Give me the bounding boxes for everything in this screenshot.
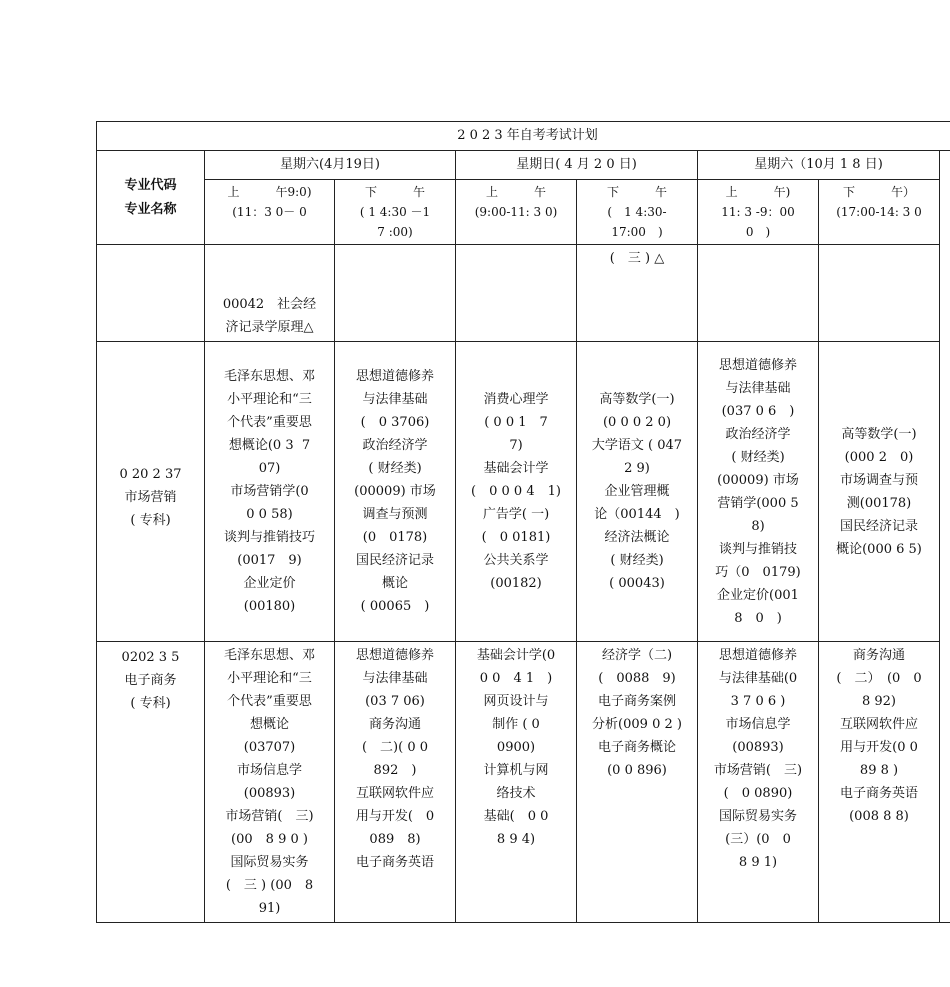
- cell-line: 经济法概论: [604, 530, 670, 545]
- cell-line: 国际贸易实务: [230, 855, 309, 870]
- cell-line: 想概论: [249, 717, 289, 732]
- slot-header: [698, 180, 819, 245]
- cell-line: 用与开发(0 0: [840, 740, 918, 755]
- cell-line: (0 0 0 2 0): [602, 415, 672, 430]
- cell-line: 概论(000 6 5): [836, 541, 922, 557]
- slot-header: [205, 180, 335, 245]
- cell-line: 公共关系学: [483, 553, 549, 568]
- cell-line: 用与开发( 0: [355, 809, 435, 824]
- cell-line: 电子商务案例: [597, 694, 676, 709]
- cell-line: 3 7 0 6 ): [730, 694, 786, 709]
- course-cell: [698, 245, 819, 342]
- cell-line: 谈判与推销技: [718, 541, 797, 557]
- cell-line: 市场信息学: [236, 763, 302, 778]
- cell-line: 11: 3 -9：00: [721, 205, 795, 219]
- table-row: [97, 642, 950, 923]
- cell-line: 下 午: [364, 185, 425, 199]
- cell-line: [209, 270, 330, 293]
- cell-line: 与法律基础(0: [718, 671, 798, 686]
- course-cell: [335, 342, 456, 642]
- exam-plan-table: [96, 121, 950, 923]
- cell-line: ( 三 ) (00 8: [225, 878, 314, 893]
- cell-line: 互联网软件应: [839, 717, 918, 732]
- course-cell: [205, 342, 335, 642]
- cell-line: 广告学( 一): [482, 507, 550, 522]
- cell-line: 毛泽东思想、邓: [223, 648, 315, 663]
- slot-header: [456, 180, 577, 245]
- course-cell: [698, 342, 819, 642]
- cell-line: (17:00-14: 3 0: [836, 205, 922, 219]
- cell-line: (9:00-11: 3 0): [474, 205, 558, 219]
- cell-line: (0 0178): [362, 530, 428, 545]
- cell-line: ( 财经类): [731, 449, 785, 465]
- cell-line: (03707): [243, 740, 296, 755]
- cell-line: ( 0 0 1 7: [484, 415, 548, 430]
- day-header-3: 星期六（10月 1 8 日): [698, 151, 940, 180]
- slot-header: [577, 180, 698, 245]
- cell-line: ( 专科): [130, 696, 171, 711]
- cell-line: 毛泽东思想、邓: [223, 369, 315, 384]
- cell-line: 谈判与推销技巧: [223, 530, 315, 545]
- cell-line: ( 0088 9): [598, 671, 676, 686]
- cell-line: 下 午: [606, 185, 667, 199]
- course-cell: [205, 642, 335, 923]
- cell-line: 企业管理概: [604, 484, 670, 499]
- cell-line: 企业定价(001: [717, 587, 799, 603]
- cell-line: (11：3 0－ 0: [232, 205, 307, 219]
- cell-line: 高等数学(一): [841, 426, 917, 442]
- cell-line: 概论: [381, 576, 408, 591]
- course-cell: [698, 642, 819, 923]
- cell-line: ( 0 3706): [360, 415, 430, 430]
- cell-line: 大学语文 ( 047: [591, 438, 683, 453]
- major-header: [97, 151, 205, 245]
- cell-line: 电子商务英语: [839, 786, 918, 801]
- cell-line: 思想道德修养: [718, 648, 797, 663]
- cell-line: (0017 9): [237, 553, 302, 568]
- cell-line: 8 0 ): [734, 610, 782, 626]
- cell-line: 电子商务概论: [597, 740, 676, 755]
- course-cell: [819, 642, 940, 923]
- cell-line: 小平理论和“三: [227, 671, 312, 686]
- cell-line: ( 专科): [130, 513, 171, 528]
- course-cell: [456, 342, 577, 642]
- cell-line: (0 0 896): [607, 763, 667, 778]
- slot-header: [335, 180, 456, 245]
- cell-line: 与法律基础: [362, 671, 428, 686]
- cell-line: 个代表”重要思: [227, 415, 312, 430]
- cell-line: 分析(009 0 2 ): [592, 717, 682, 732]
- cell-line: 下 午）: [842, 185, 915, 199]
- cell-line: ( 三 ) △: [609, 251, 665, 266]
- cell-line: 调查与预测: [362, 507, 428, 522]
- cell-line: ( 00043): [609, 576, 665, 591]
- cell-line: (00893): [243, 786, 296, 801]
- course-cell: [335, 245, 456, 342]
- cell-line: 基础会计学: [483, 461, 549, 476]
- cell-line: 政治经济学: [362, 438, 428, 453]
- major-cell: [97, 642, 205, 923]
- course-cell: [577, 342, 698, 642]
- cell-line: 思想道德修养: [355, 648, 434, 663]
- table-title: [97, 122, 950, 151]
- cell-line: 7): [509, 438, 523, 453]
- cell-line: 网页设计与: [483, 694, 549, 709]
- cell-line: 国民经济记录: [839, 518, 918, 534]
- slot-header: [819, 180, 940, 245]
- cell-line: (037 0 6 ): [721, 403, 795, 419]
- cell-line: 个代表”重要思: [227, 694, 312, 709]
- cell-line: ( 财经类): [610, 553, 664, 568]
- cell-line: (00 8 9 0 ): [231, 832, 308, 847]
- cell-line: 计算机与网: [483, 763, 549, 778]
- cell-line: 上 午: [485, 185, 546, 199]
- cell-line: 8 9 4): [496, 832, 536, 847]
- course-cell: [456, 245, 577, 342]
- cell-line: 0 ): [745, 225, 771, 239]
- cell-line: 8 9 1): [738, 855, 778, 870]
- cell-line: 与法律基础: [362, 392, 428, 407]
- cell-line: 089 8): [369, 832, 421, 847]
- cell-line: 0 0 58): [246, 507, 293, 522]
- table-row: [97, 245, 950, 342]
- cell-line: 想概论(0 3 7: [228, 438, 311, 453]
- cell-line: (00009) 市场: [354, 484, 436, 499]
- cell-line: 市场营销学(0: [230, 484, 309, 499]
- cell-line: 思想道德修养: [718, 357, 797, 373]
- cell-line: 国际贸易实务: [718, 809, 797, 824]
- cell-line: (008 8 8): [849, 809, 909, 824]
- cell-line: ( 财经类): [368, 461, 422, 476]
- day-header-1: 星期六(4月19日): [205, 151, 456, 180]
- cell-line: 制作 ( 0: [492, 717, 540, 732]
- day-header-2: 星期日( 4 月 2 0 日): [456, 151, 698, 180]
- cell-line: 消费心理学: [483, 392, 549, 407]
- cell-line: 市场调查与预: [839, 472, 918, 488]
- cell-line: ( 二)( 0 0: [361, 740, 429, 755]
- cell-line: 上 午9:0): [227, 185, 312, 199]
- cell-line: 07): [258, 461, 281, 476]
- cell-line: 市场营销( 三): [713, 763, 803, 778]
- table-title-text: 2 0 2 3 年自考考试计划: [457, 128, 598, 143]
- cell-line: ( 0 0 0 4 1): [471, 484, 561, 499]
- cell-line: 与法律基础: [725, 380, 791, 396]
- cell-line: 00042 社会经: [222, 297, 317, 312]
- cell-line: 企业定价: [243, 576, 296, 591]
- cell-line: 0202 3 5: [121, 650, 180, 665]
- cell-line: 济记录学原理△: [225, 320, 314, 335]
- cell-line: ( 0 0890): [723, 786, 793, 801]
- cell-line: 商务沟通: [368, 717, 421, 732]
- cell-line: 小平理论和“三: [227, 392, 312, 407]
- cell-line: 巧（0 0179): [715, 564, 801, 580]
- cell-line: (000 2 0): [844, 449, 914, 465]
- cell-line: [209, 247, 330, 270]
- cell-line: 基础会计学(0: [476, 648, 556, 663]
- cell-line: ( 00065 ): [360, 599, 430, 614]
- cell-line: 0900): [496, 740, 536, 755]
- cell-line: ( 0 0181): [481, 530, 551, 545]
- cell-line: 8 92): [861, 694, 897, 709]
- cell-line: ( 二） (0 0: [836, 671, 922, 686]
- cell-line: 基础( 0 0: [483, 809, 549, 824]
- cell-line: 商务沟通: [852, 648, 905, 663]
- cell-line: 营销学(000 5: [717, 495, 799, 511]
- cell-line: 0 20 2 37: [119, 467, 182, 482]
- cell-line: 91): [258, 901, 281, 916]
- cell-line: 测(00178): [846, 495, 912, 511]
- major-code-header: 专业代码: [124, 177, 177, 193]
- cell-line: 17:00 ): [611, 225, 663, 239]
- cell-line: 电子商务: [124, 673, 177, 688]
- cell-line: 高等数学(一): [599, 392, 675, 407]
- cell-line: 经济学（二): [601, 648, 673, 663]
- cell-line: (00182): [490, 576, 542, 591]
- cell-line: 8): [751, 518, 765, 534]
- cell-line: 2 9): [624, 461, 650, 476]
- cell-line: 市场信息学: [725, 717, 791, 732]
- cell-line: 政治经济学: [725, 426, 791, 442]
- cell-line: 思想道德修养: [355, 369, 434, 384]
- major-cell: [97, 245, 205, 342]
- cell-line: 市场营销( 三): [225, 809, 314, 824]
- cell-line: 互联网软件应: [355, 786, 434, 801]
- course-cell: [335, 642, 456, 923]
- course-cell: [819, 245, 940, 342]
- course-cell: [577, 642, 698, 923]
- course-cell: [205, 245, 335, 342]
- cell-line: ( 1 4:30-: [607, 205, 667, 219]
- major-cell: [97, 342, 205, 642]
- cell-line: 论（00144 ): [594, 507, 680, 522]
- cut-off-column: [940, 151, 950, 923]
- cell-line: (三）(0 0: [725, 832, 791, 847]
- cell-line: 89 8 ): [859, 763, 899, 778]
- cell-line: 络技术: [496, 786, 536, 801]
- cell-line: 0 0 4 1 ): [479, 671, 553, 686]
- cell-line: (00893): [732, 740, 784, 755]
- cell-line: (00009) 市场: [717, 472, 799, 488]
- cell-line: (03 7 06): [365, 694, 425, 709]
- course-cell: [577, 245, 698, 342]
- table-row: [97, 342, 950, 642]
- cell-line: 电子商务英语: [355, 855, 434, 870]
- cell-line: 7 :00): [377, 225, 413, 239]
- cell-line: (00180): [243, 599, 296, 614]
- cell-line: ( 1 4:30 －1: [359, 205, 431, 219]
- cell-line: 市场营销: [124, 490, 177, 505]
- course-cell: [456, 642, 577, 923]
- course-cell: [819, 342, 940, 642]
- major-name-header: 专业名称: [124, 201, 177, 217]
- cell-line: 上 午): [725, 185, 791, 199]
- cell-line: 892 ): [373, 763, 417, 778]
- cell-line: 国民经济记录: [355, 553, 434, 568]
